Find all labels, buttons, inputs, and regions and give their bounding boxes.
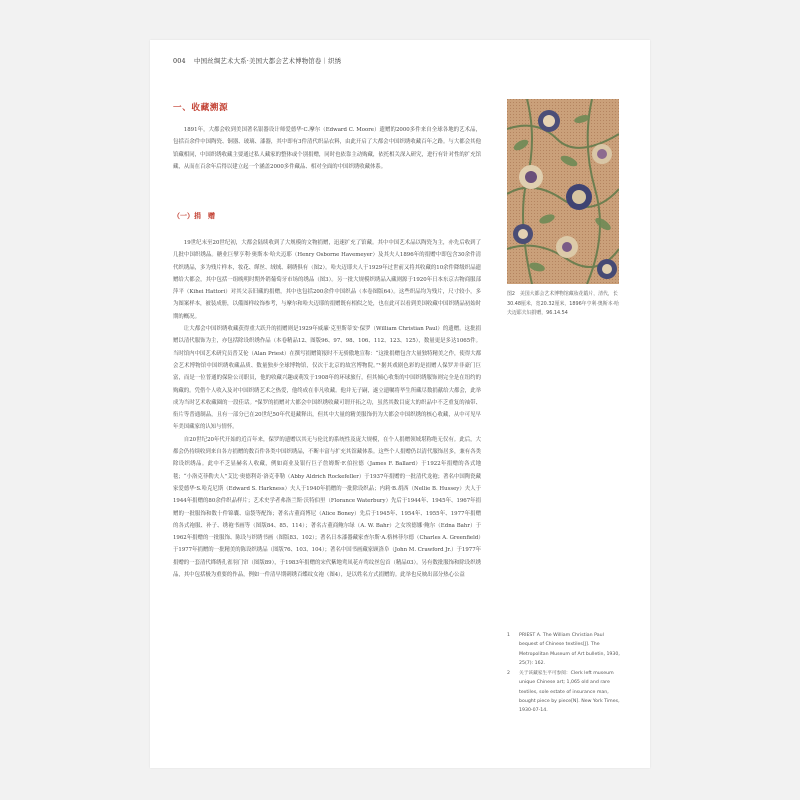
textile-fragment-image [507, 99, 619, 284]
page-number: 004 [173, 57, 186, 65]
intro-block [173, 124, 481, 173]
footnote-number: 1 [507, 633, 510, 638]
running-title: 中国丝绸艺术大系·美国大都会艺术博物馆卷｜织绣 [194, 57, 342, 65]
footnote-text: PRIEST A. The William Christian Paul bequest of Chinese textiles[J]. The Metropolitan Museum of Art bulletin, 1930, 25(7): 162. [519, 633, 620, 666]
running-header [173, 56, 341, 65]
footnote-text: 关于该藏家生平可参阅：Clerk left museum unique Chinese art; 1,065 old and rare textiles, sole estate of insurance man, bought piece by piece[N]. New York Times, 1930-07-14. [519, 671, 620, 714]
footnote-number: 2 [507, 671, 510, 677]
figure-caption: 图2 美国大都会艺术博物馆藏妆花锻片，清代，长30.48厘米，宽20.32厘米，1896年亨利·奥斯本·哈夫迈耶夫妇捐赠，96.14.54 [507, 291, 620, 317]
footnotes [507, 631, 620, 717]
intro-paragraph: 1891年，大都会收到美国著名银器设计师爱德华·C.摩尔（Edward C. Moore）遗赠的2000多件来自全球各地的艺术品，包括百余件中国陶瓷、铜器、玻璃、漆器，其中即有3件清代织品衣料，由此开启了大都会中国织绣收藏百年之路。与大都会其他馆藏相同，中国织绣收藏主要通过私人藏家的整体或个别捐赠，同时也依靠主动购藏，依托相关深入研究，进行有针对性的扩充馆藏，从而在百余年后得以建立起一个涵盖2000多件藏品、相对全面的中国织绣收藏体系。 [173, 127, 481, 170]
subsection-title: （一）捐 赠 [173, 211, 215, 220]
body-paragraph: 19世纪末至20世纪初，大都会陆续收到了大规模的文物捐赠，迅速扩充了馆藏。其中中国艺术品以陶瓷为主，亦先后收到了几批中国织绣品。糖业巨擘亨利·奥斯本·哈夫迈耶（Henry Osborne Havemeyer）及其夫人1896年的捐赠中即包含30余件清代织绣品，多为残片样本，妆花、缂丝、绒绒、刺绣俱有（图2）。哈夫迈耶夫人于1929年过世前又将其收藏的10余件降级织品遗赠给大都会，其中包括一组晚明时期外销葡萄牙市场的绣品（图3）。另一批大规模织绣品入藏则源于1920年日本东京古物商服部萍平（Kihei Hattori）对其父亲旧藏的捐赠，其中也包括200余件中国织品（本卷图版64）。这些织品均为残片，尺寸较小，多为图案样本，被装成册，以備图样纹饰参考，与摩尔和哈夫迈耶的捐赠既有相似之处，也在此可以看到美国收藏中国织绣品初始时期的概况。 [173, 240, 481, 320]
footnote [507, 631, 620, 668]
body-paragraph: 让大都会中国织绣收藏获得重大跃升的捐赠则是1929年威廉·克里斯蒂安·保罗（William Christian Paul）的遗赠。这批捐赠以清代服饰为主，亦包括除设织绣作品（本卷精品12、图版96、97、98、106、112、123、125），数量更是多达1065件。当时馆内中国艺术研究员普艾伦（Alan Priest）在撰写捐赠简报时不无骄傲地宣称：“这批捐赠包含大量独特精美之作，使得大都会艺术博物馆中国织绣收藏品质、数量独步全球博物馆，仅次于北京的故宫博物院。”¹据其戏剧色彩的是捐赠人保罗并非豪门巨富，而是一位普通的保险公司职员，他的收藏兴趣或萌发于1908年的环球旅行，但其倾心收集的中国织绣服饰则完全是在纽约的购藏的。凭借个人收入及对中国织绣艺术之热爱，他终成在非凡收藏。他并无子嗣，遂立遗嘱将毕生所藏尽数捐献给大都会，此举成为当时艺术收藏圈的一段佳话。²保罗的捐赠对大都会中国织绣收藏可谓开拓之功，虽然其数目庞大的织品中不乏重复的袖带、衔片等普通制品，且有一部分已在20世纪50年代退藏释出，但其中大量的精美服饰仍为大都会中国织绣的核心收藏，从中可见早年美国藏家的认知与情怀。 [173, 326, 481, 431]
donation-block [173, 237, 481, 581]
textile-pattern-illustration [507, 99, 619, 284]
section-title: 一、收藏溯源 [173, 103, 229, 113]
body-paragraph: 自20世纪20年代开始的近百年来，保罗的遗赠以其无与伦比的系统性及庞大规模，在个人捐赠领域堪称绝无仅有。此后，大都会仍持续收到来自各方捐赠的数百件各类中国织绣品，不断丰富与扩充其馆藏体系。这些个人捐赠仍以清代服饰居多，兼有各类除设织绣品。此中不乏显赫名人收藏，例如商业及银行巨子詹姆斯·F.伯拉德（James F. Ballard）于1922年捐赠的各式地毯；“小洛克菲勒夫人”艾比·奥德利奇·洛克菲勒（Abby Aldrich Rockefeller）于1937年捐赠的一批清代龙袍；著名中国陶瓷藏家爱德华·S.哈克尼斯（Edward S. Harkness）夫人于1940年捐赠的一批除设织品；内莉·B.胡西（Nellie B. Hussey）夫人于1944年捐赠的80余件织品样片；艺术史学者弗洛兰斯·沃特伯里（Florance Waterbury）先后于1944年、1945年、1967年捐赠的一批服饰和数十件锦囊、扇袋等配饰；著名古董商博尼（Alice Boney）先后于1945年、1954年、1955年、1977年捐赠的各式袍服、补子、绣袍书画等（图版84、85、114）；著名古董商鲍尔绿（A. W. Bahr）之女埃德娜·鲍尔（Edna Bahr）于1962年捐赠的一批服饰、陈设与织绣书画（图版83、102）；著名日本漆器藏家查尔斯·A.格林菲尔德（Charles A. Greenfield）于1977年捐赠的一批精美的陈设织绣品（图版76、103、104）；著名中国书画藏家顾洛阜（John M. Crawford Jr.）于1977年捐赠的一套清代缂绣孔雀羽门帘（图版89），于1983年捐赠的宋代紫地鸾凤花卉鸾纹丝包首（精品03）。另有数批服饰和除设织绣品，其中包括极为重要的作品，例如一件清早期刺绣百蝶纹女袍（图4），是以姓名方式捐赠的。此举也反映出部分热心公益 [173, 436, 482, 579]
footnote [507, 669, 620, 715]
